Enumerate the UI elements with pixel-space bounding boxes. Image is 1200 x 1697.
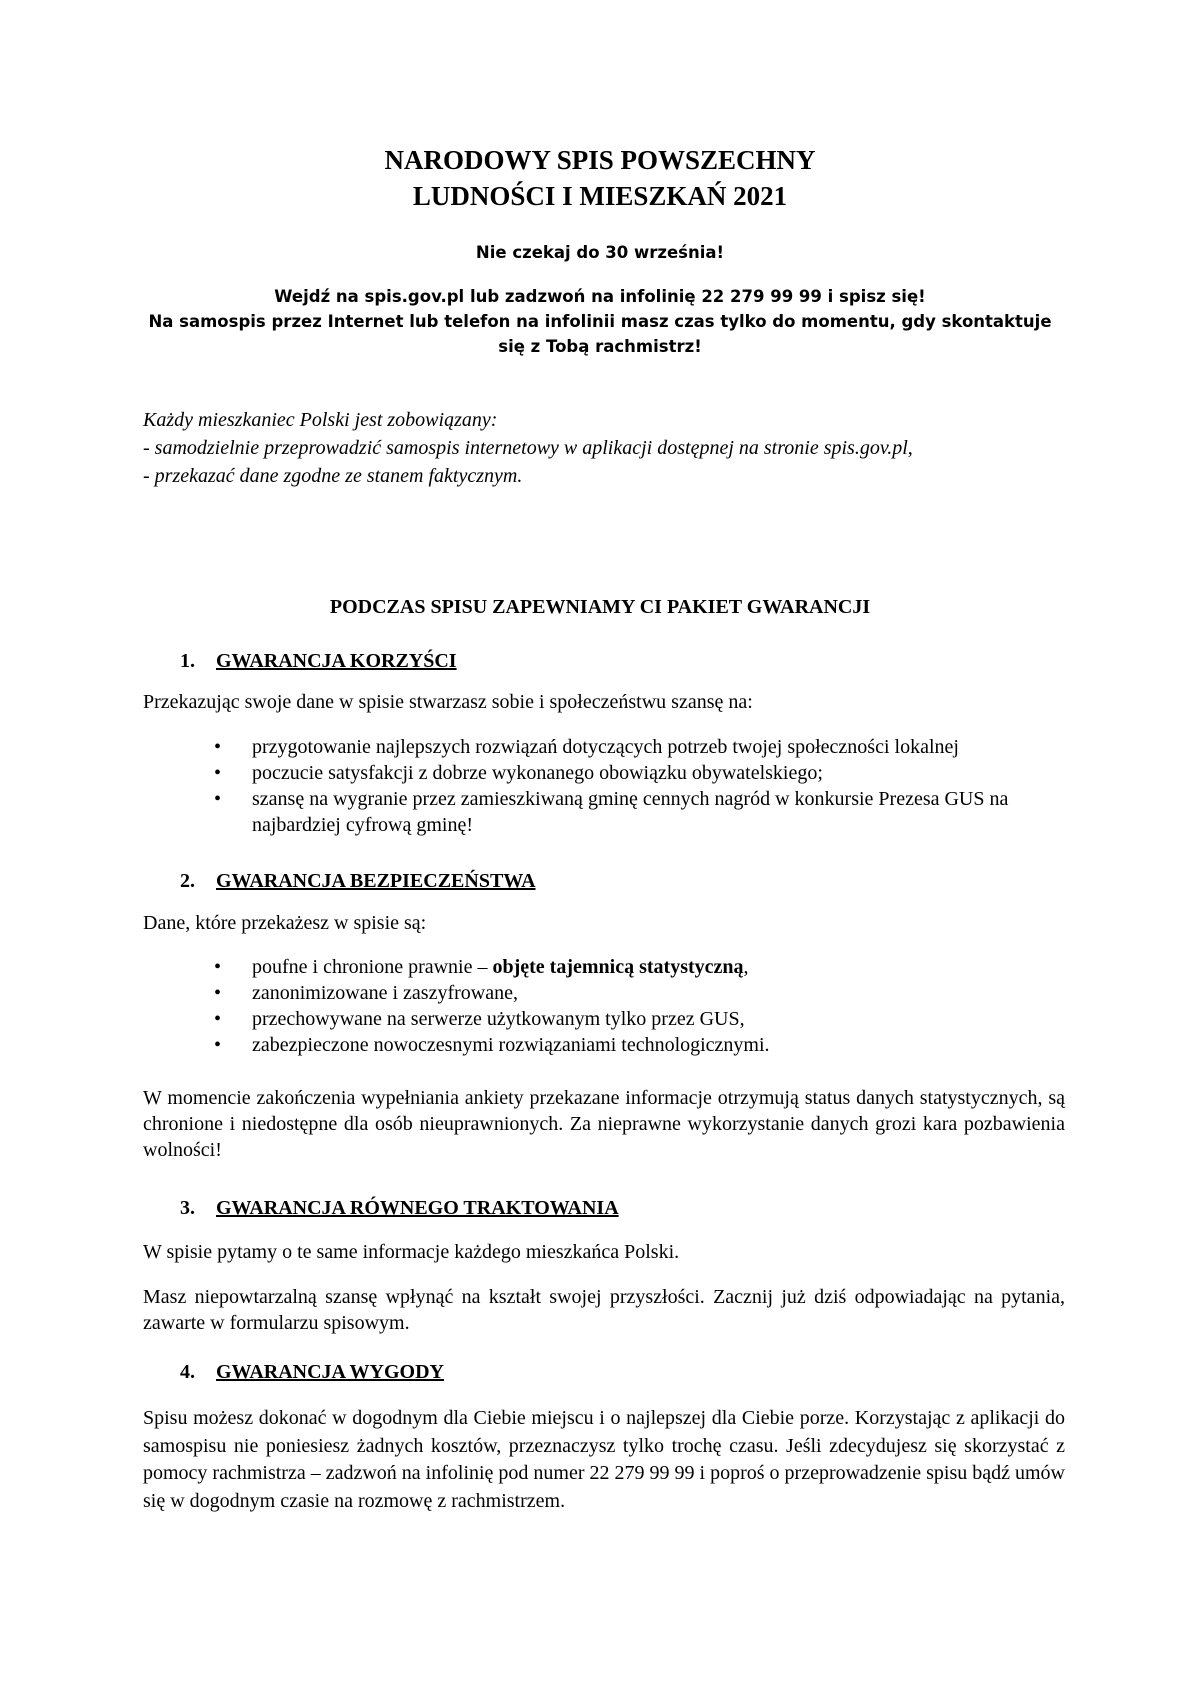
cta-line-1: Wejdź na spis.gov.pl lub zadzwoń na infolinię 22 279 99 99 i spisz się!: [274, 287, 926, 306]
list-item: • zabezpieczone nowoczesnymi rozwiązaniami technologicznymi.: [214, 1034, 770, 1056]
cta-line-2: Na samospis przez Internet lub telefon na infolinii masz czas tylko do momentu, gdy skontaktuje: [148, 312, 1052, 331]
guarantee-1-title: GWARANCJA KORZYŚCI: [216, 650, 457, 672]
guarantee-2-lead: Dane, które przekażesz w spisie są:: [143, 912, 427, 934]
obligation-intro: [143, 406, 913, 490]
guarantee-2-number: 2.: [180, 870, 195, 892]
title-line-1: NARODOWY SPIS POWSZECHNY: [384, 145, 816, 175]
title-line-2: LUDNOŚCI I MIESZKAŃ 2021: [412, 181, 788, 211]
guarantee-1-number: 1.: [180, 650, 195, 672]
intro-line-2: - samodzielnie przeprowadzić samospis internetowy w aplikacji dostępnej na stronie spis.gov.pl,: [143, 437, 913, 459]
bullet-icon: •: [214, 982, 222, 1004]
deadline-text: Nie czekaj do 30 września!: [475, 243, 725, 262]
call-to-action: [0, 284, 1200, 359]
guarantee-2-heading: [180, 868, 536, 894]
bullet-icon: •: [214, 736, 222, 758]
guarantee-2-title: GWARANCJA BEZPIECZEŃSTWA: [216, 870, 536, 892]
bullet-icon: •: [214, 956, 222, 978]
bullet-icon: •: [214, 1034, 222, 1056]
guarantee-1-list: [214, 734, 1034, 838]
guarantee-4-number: 4.: [180, 1361, 195, 1383]
guarantee-2-list: [214, 954, 1034, 1058]
bullet-icon: •: [214, 762, 222, 784]
list-item: • przechowywane na serwerze użytkowanym tylko przez GUS,: [214, 1008, 745, 1030]
intro-line-1: Każdy mieszkaniec Polski jest zobowiązany:: [143, 409, 498, 431]
guarantees-section-title: PODCZAS SPISU ZAPEWNIAMY CI PAKIET GWARANCJI: [329, 596, 871, 618]
guarantee-2-closing: W momencie zakończenia wypełniania ankiety przekazane informacje otrzymują status danych statystycznych, są chronione i niedostępne dla osób nieuprawnionych. Za nieprawne wykorzystanie danych grozi kara pozbawienia wolności!: [143, 1087, 1065, 1161]
guarantee-4-title: GWARANCJA WYGODY: [216, 1361, 444, 1383]
emphasis-text: objęte tajemnicą statystyczną: [492, 956, 744, 978]
guarantee-3-para-1: W spisie pytamy o te same informacje każdego mieszkańca Polski.: [143, 1241, 680, 1263]
list-item: • szansę na wygranie przez zamieszkiwaną gminę cennych nagród w konkursie Prezesa GUS na najbardziej cyfrową gminę!: [214, 788, 1009, 836]
cta-line-3: się z Tobą rachmistrz!: [498, 337, 702, 356]
guarantee-1-heading: [180, 648, 457, 674]
document-title: [0, 142, 1200, 214]
guarantee-1-lead: Przekazując swoje dane w spisie stwarzasz sobie i społeczeństwu szansę na:: [143, 691, 753, 713]
list-item: • poufne i chronione prawnie – objęte tajemnicą statystyczną,: [214, 956, 749, 978]
guarantee-3-heading: [180, 1195, 619, 1221]
list-item: • poczucie satysfakcji z dobrze wykonanego obowiązku obywatelskiego;: [214, 762, 823, 784]
guarantee-4-heading: [180, 1359, 444, 1385]
intro-line-3: - przekazać dane zgodne ze stanem faktycznym.: [143, 465, 523, 487]
guarantee-4-para: Spisu możesz dokonać w dogodnym dla Ciebie miejscu i o najlepszej dla Ciebie porze. Korzystając z aplikacji do samospisu nie poniesiesz żadnych kosztów, przeznaczysz tylko trochę czasu. Jeśli zdecydujesz się skorzystać z pomocy rachmistrza – zadzwoń na infolinię pod numer 22 279 99 99 i poproś o przeprowadzenie spisu bądź umów się w dogodnym czasie na rozmowę z rachmistrzem.: [143, 1407, 1065, 1512]
bullet-icon: •: [214, 1008, 222, 1030]
bullet-icon: •: [214, 788, 222, 810]
guarantee-3-para-2: Masz niepowtarzalną szansę wpłynąć na kształt swojej przyszłości. Zacznij już dziś odpowiadając na pytania, zawarte w formularzu spisowym.: [143, 1286, 1065, 1334]
list-item: • przygotowanie najlepszych rozwiązań dotyczących potrzeb twojej społeczności lokalnej: [214, 736, 959, 758]
guarantee-3-number: 3.: [180, 1197, 195, 1219]
list-item: • zanonimizowane i zaszyfrowane,: [214, 982, 518, 1004]
deadline-notice: [0, 240, 1200, 265]
guarantee-3-title: GWARANCJA RÓWNEGO TRAKTOWANIA: [216, 1197, 619, 1219]
